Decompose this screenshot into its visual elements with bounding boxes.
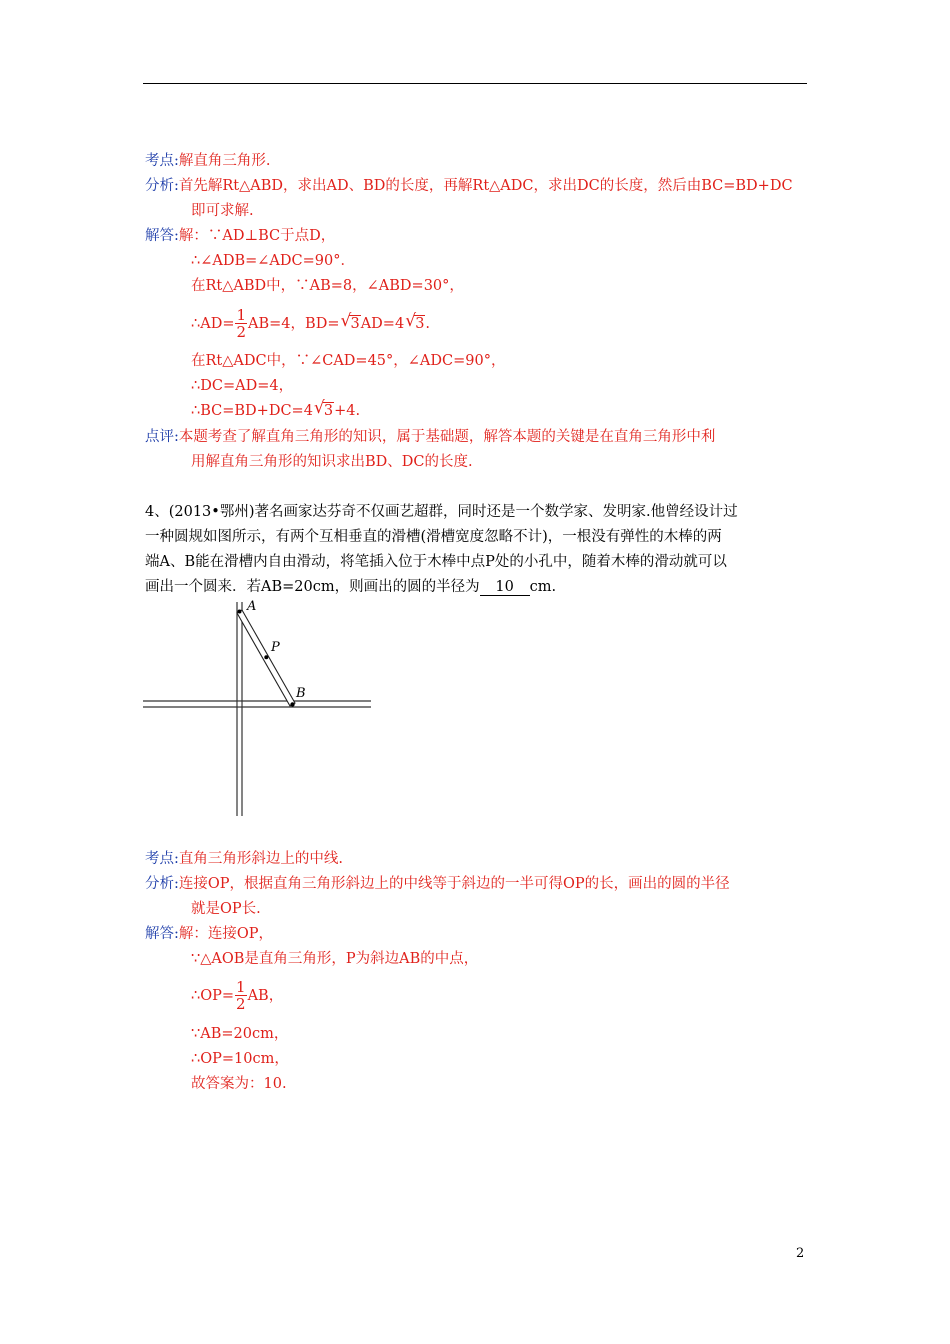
step7-part-b: +4.: [334, 403, 361, 419]
solution-step-1: 解：连接OP，: [178, 926, 274, 942]
question-unit: cm.: [529, 579, 557, 595]
kaodian-label: 考点:: [145, 851, 179, 867]
step4-part-c: AD=4: [360, 316, 405, 332]
radicand: 3: [350, 316, 360, 332]
header-rule: [143, 83, 807, 84]
fenxi-row-4: [145, 874, 730, 894]
fenxi-text-line1: 连接OP，根据直角三角形斜边上的中线等于斜边的一半可得OP的长，画出的圆的半径: [178, 876, 730, 892]
jieda-label: 解答:: [145, 228, 179, 244]
label-b: B: [296, 686, 306, 701]
fenxi-text-line2: 即可求解.: [191, 203, 254, 219]
jieda-row: [145, 226, 335, 246]
solution-step-5: 在Rt△ADC中，∵∠CAD=45°，∠ADC=90°，: [191, 353, 506, 369]
step4-part-d: .: [425, 316, 431, 332]
fraction-numerator: 1: [236, 978, 246, 996]
question-line-2: 一种圆规如图所示，有两个互相垂直的滑槽(滑槽宽度忽略不计)，一根没有弹性的木棒的两: [145, 529, 722, 545]
solution-step-2: ∴∠ADB=∠ADC=90°．: [191, 253, 355, 269]
dianping-label: 点评:: [145, 429, 179, 445]
sqrt-3: [405, 311, 425, 334]
solution-step-6: ∴DC=AD=4，: [191, 378, 294, 394]
kaodian-label: 考点:: [145, 153, 179, 169]
fenxi-text-line1: 首先解Rt△ABD，求出AD、BD的长度，再解Rt△ADC，求出DC的长度，然后由BC=BD+DC: [178, 178, 793, 194]
step7-part-a: ∴BC=BD+DC=4: [191, 403, 313, 419]
question-line-1: 4、(2013•鄂州)著名画家达芬奇不仅画艺超群，同时还是一个数学家、发明家.他曾经设计过: [145, 504, 738, 520]
dianping-row: [145, 427, 715, 447]
label-p: P: [271, 640, 280, 655]
radical-sign-icon: √: [340, 311, 352, 331]
solution-step-3: [191, 980, 283, 1012]
fraction-half: [235, 308, 247, 340]
point-a-marker: [238, 610, 242, 614]
dianping-text-line2: 用解直角三角形的知识求出BD、DC的长度.: [191, 454, 473, 470]
step4-part-a: ∴AD=: [191, 316, 235, 332]
solution-step-4: ∵AB=20cm，: [191, 1026, 289, 1042]
jieda-label: 解答:: [145, 926, 179, 942]
label-a: A: [247, 599, 257, 614]
fenxi-row: [145, 176, 793, 196]
solution-step-7: [191, 398, 361, 421]
kaodian-row: [145, 151, 271, 171]
step3-part-a: ∴OP=: [191, 988, 235, 1004]
solution-step-2: ∵△AOB是直角三角形，P为斜边AB的中点，: [191, 951, 479, 967]
fraction-half: [235, 980, 247, 1012]
question-line-4-text: 画出一个圆来．若AB=20cm，则画出的圆的半径为: [145, 579, 480, 595]
fenxi-label: 分析:: [145, 876, 179, 892]
radicand: 3: [323, 403, 334, 419]
fraction-denominator: 2: [236, 995, 246, 1013]
answer-blank: 10: [480, 579, 530, 596]
question-line-3: 端A、B能在滑槽内自由滑动，将笔插入位于木棒中点P处的小孔中，随着木棒的滑动就可以: [145, 554, 727, 570]
radicand: 3: [415, 316, 425, 332]
fenxi-text-line2: 就是OP长.: [191, 901, 261, 917]
kaodian-text: 直角三角形斜边上的中线.: [178, 851, 343, 867]
point-p-marker: [264, 655, 268, 659]
fenxi-label: 分析:: [145, 178, 179, 194]
point-b-marker: [290, 702, 294, 706]
kaodian-text: 解直角三角形.: [178, 153, 271, 169]
radical-sign-icon: √: [313, 398, 325, 418]
kaodian-row-4: [145, 849, 343, 869]
solution-step-1: 解：∵AD⊥BC于点D，: [178, 228, 336, 244]
fraction-numerator: 1: [236, 306, 247, 324]
dianping-text-line1: 本题考查了解直角三角形的知识，属于基础题，解答本题的关键是在直角三角形中利: [178, 429, 716, 445]
jieda-row-4: [145, 924, 273, 944]
step3-part-b: AB，: [247, 988, 284, 1004]
solution-step-4: [191, 308, 430, 340]
radical-sign-icon: √: [405, 311, 417, 331]
page-number: 2: [796, 1246, 805, 1261]
solution-step-6: 故答案为：10.: [191, 1076, 287, 1092]
sqrt-3: [340, 311, 360, 334]
solution-step-5: ∴OP=10cm，: [191, 1051, 289, 1067]
sqrt-3: [313, 398, 334, 421]
fraction-denominator: 2: [236, 323, 247, 341]
question-line-4: [145, 577, 556, 597]
compass-figure: [143, 596, 375, 818]
solution-step-3: 在Rt△ABD中，∵AB=8，∠ABD=30°，: [191, 278, 464, 294]
step4-part-b: AB=4，BD=: [248, 316, 340, 332]
